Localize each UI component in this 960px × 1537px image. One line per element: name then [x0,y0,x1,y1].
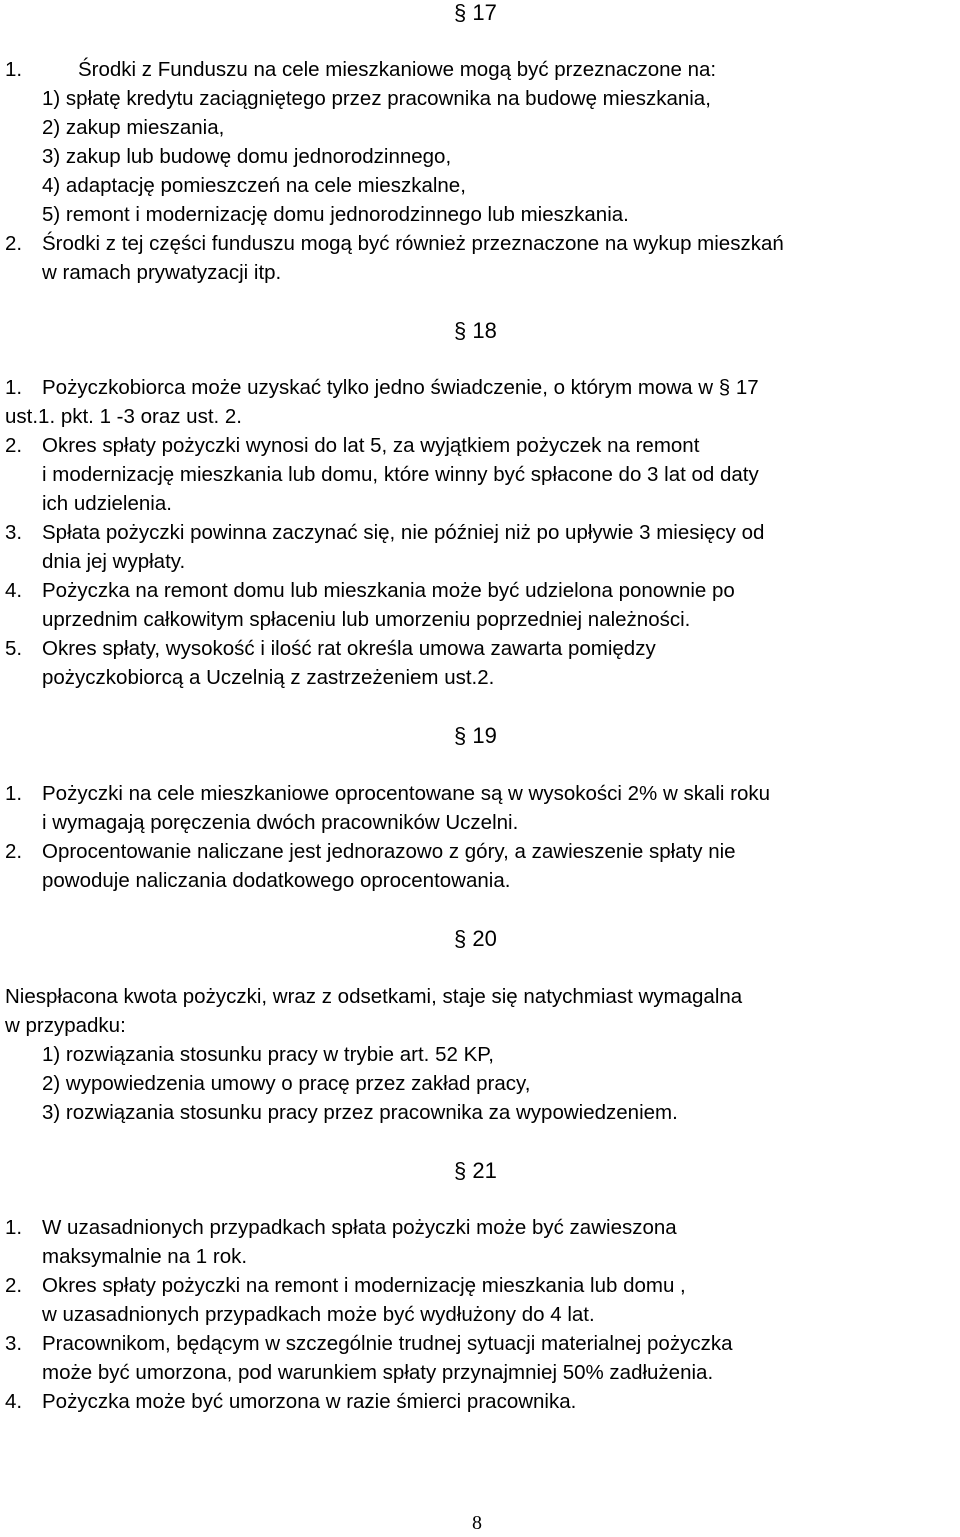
paragraph-number: 1. [5,1216,23,1239]
paragraph-text: dnia jej wypłaty. [42,550,186,573]
section-heading-17: § 17 [454,0,497,25]
paragraph-number: 4. [5,579,23,602]
paragraph-number: 3. [5,521,23,544]
paragraph-text: Okres spłaty pożyczki wynosi do lat 5, za wyjątkiem pożyczek na remont [42,434,700,457]
paragraph-text: W uzasadnionych przypadkach spłata pożyczki może być zawieszona [42,1216,677,1239]
paragraph-text: ust.1. pkt. 1 -3 oraz ust. 2. [5,405,243,428]
paragraph-text: uprzednim całkowitym spłaceniu lub umorzeniu poprzedniej należności. [42,608,691,631]
paragraph-number: 3. [5,1332,23,1355]
list-item: 5) remont i modernizację domu jednorodzinnego lub mieszkania. [42,203,629,226]
paragraph-number: 2. [5,840,23,863]
section-heading-21: § 21 [454,1158,497,1183]
paragraph-text: Środki z Funduszu na cele mieszkaniowe mogą być przeznaczone na: [78,58,717,81]
paragraph-text: i wymagają poręczenia dwóch pracowników Uczelni. [42,811,519,834]
paragraph-text: Środki z tej części funduszu mogą być również przeznaczone na wykup mieszkań [42,232,784,255]
paragraph-number: 1. [5,58,23,81]
paragraph-text: Niespłacona kwota pożyczki, wraz z odsetkami, staje się natychmiast wymagalna [5,985,743,1008]
paragraph-text: Pożyczki na cele mieszkaniowe oprocentowane są w wysokości 2% w skali roku [42,782,771,805]
paragraph-number: 1. [5,782,23,805]
paragraph-text: może być umorzona, pod warunkiem spłaty przynajmniej 50% zadłużenia. [42,1361,714,1384]
paragraph-number: 5. [5,637,23,660]
list-item: 1) rozwiązania stosunku pracy w trybie art. 52 KP, [42,1043,494,1066]
list-item: 3) rozwiązania stosunku pracy przez pracownika za wypowiedzeniem. [42,1101,678,1124]
list-item: 2) wypowiedzenia umowy o pracę przez zakład pracy, [42,1072,531,1095]
paragraph-number: 4. [5,1390,23,1413]
paragraph-text: maksymalnie na 1 rok. [42,1245,248,1268]
paragraph-text: ich udzielenia. [42,492,172,515]
paragraph-number: 1. [5,376,23,399]
paragraph-number: 2. [5,232,23,255]
list-item: 3) zakup lub budowę domu jednorodzinnego, [42,145,452,168]
paragraph-text: w uzasadnionych przypadkach może być wydłużony do 4 lat. [42,1303,595,1326]
section-heading-18: § 18 [454,318,497,343]
paragraph-text: Pożyczka na remont domu lub mieszkania może być udzielona ponownie po [42,579,735,602]
paragraph-text: Spłata pożyczki powinna zaczynać się, nie później niż po upływie 3 miesięcy od [42,521,765,544]
section-heading-20: § 20 [454,926,497,951]
paragraph-text: powoduje naliczania dodatkowego oprocentowania. [42,869,511,892]
paragraph-text: pożyczkobiorcą a Uczelnią z zastrzeżeniem ust.2. [42,666,495,689]
paragraph-text: w ramach prywatyzacji itp. [42,261,282,284]
paragraph-text: w przypadku: [5,1014,126,1037]
list-item: 1) spłatę kredytu zaciągniętego przez pracownika na budowę mieszkania, [42,87,711,110]
list-item: 4) adaptację pomieszczeń na cele mieszkalne, [42,174,466,197]
paragraph-text: Okres spłaty, wysokość i ilość rat określa umowa zawarta pomiędzy [42,637,656,660]
paragraph-text: Pożyczka może być umorzona w razie śmierci pracownika. [42,1390,577,1413]
paragraph-number: 2. [5,1274,23,1297]
section-heading-19: § 19 [454,723,497,748]
list-item: 2) zakup mieszania, [42,116,225,139]
paragraph-text: Pracownikom, będącym w szczególnie trudnej sytuacji materialnej pożyczka [42,1332,733,1355]
paragraph-text: Okres spłaty pożyczki na remont i modernizację mieszkania lub domu , [42,1274,686,1297]
paragraph-number: 2. [5,434,23,457]
paragraph-text: i modernizację mieszkania lub domu, które winny być spłacone do 3 lat od daty [42,463,759,486]
paragraph-text: Oprocentowanie naliczane jest jednorazowo z góry, a zawieszenie spłaty nie [42,840,736,863]
paragraph-text: Pożyczkobiorca może uzyskać tylko jedno świadczenie, o którym mowa w § 17 [42,376,759,399]
page-number: 8 [472,1512,482,1534]
